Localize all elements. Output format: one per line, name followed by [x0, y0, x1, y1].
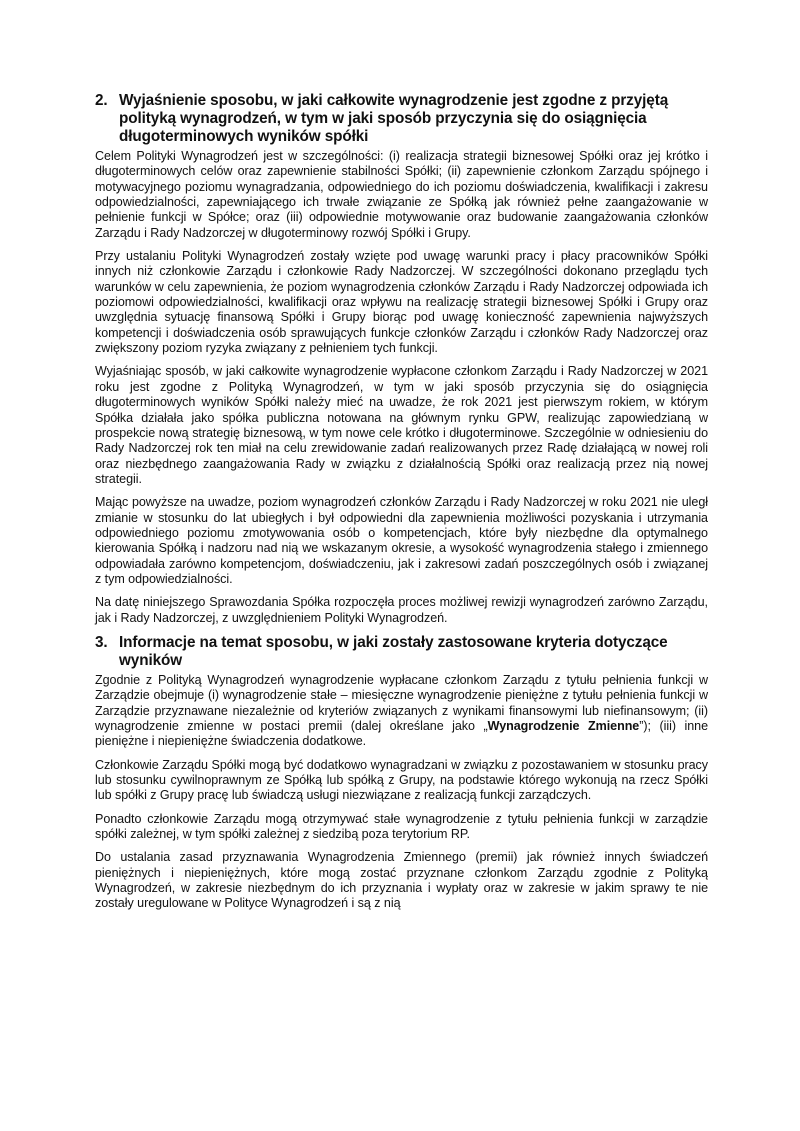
paragraph-text: Zgodnie z Polityką Wynagrodzeń wynagrodzenie wypłacane członkom Zarządu z tytułu pełnienia funkcji w Zarządzie obejmuje (i) wynagrodzenie stałe – miesięczne wynagrodzenie pieniężne z tytułu pełnienia funkcji w Zarządzie przyznawane niezależnie od kryteriów związanych z wynikami finansowymi lub niefinansowym; (ii) wynagrodzenie zmienne w postaci premii (dalej określane jako „ — [95, 672, 708, 733]
section-3-heading — [95, 634, 708, 670]
document-page — [95, 92, 708, 920]
section-2-paragraph: Mając powyższe na uwadze, poziom wynagrodzeń członków Zarządu i Rady Nadzorczej w roku 2021 nie uległ zmianie w stosunku do lat ubiegłych i był odpowiedni dla zapewnienia możliwości pozyskania i utrzymania odpowiedniego poziomu zmotywowania osób o kompetencjach, które były niezbędne dla optymalnego kierowania Spółką i nadzoru nad nią we wskazanym okresie, a wysokość wynagrodzenia stałego i zmiennego odpowiadała zarówno kompetencjom, doświadczeniu, jak i zakresowi zadań poszczególnych osób i związanej z tym odpowiedzialności. — [95, 495, 708, 586]
section-2-paragraph: Na datę niniejszego Sprawozdania Spółka rozpoczęła proces możliwej rewizji wynagrodzeń zarówno Zarządu, jak i Rady Nadzorczej, z uwzględnieniem Polityki Wynagrodzeń. — [95, 595, 708, 625]
section-3-number: 3. — [95, 633, 108, 651]
section-2-paragraph: Wyjaśniając sposób, w jaki całkowite wynagrodzenie wypłacone członkom Zarządu i Rady Nadzorczej w 2021 roku jest zgodne z Polityką Wynagrodzeń, w tym w jaki sposób przyczynia się do osiągnięcia długoterminowych wyników Spółki należy mieć na uwadze, że rok 2021 jest pierwszym rokiem, w którym Spółka działała jako spółka publiczna notowana na głównym rynku GPW, realizując zapowiedzianą w prospekcie nową strategię biznesową, w tym nowe cele krótko i długoterminowe. Szczególnie w odniesieniu do Rady Nadzorczej rok ten miał na celu zrewidowanie zadań realizowanych przez Radę działającą w nowej roli oraz niezbędnego zaangażowania Rady w związku z działalnością Spółki oraz realizacją przez nią nowej strategii. — [95, 364, 708, 486]
section-2-title: Wyjaśnienie sposobu, w jaki całkowite wynagrodzenie jest zgodne z przyjętą polityką wynagrodzeń, w tym w jaki sposób przyczynia się do osiągnięcia długoterminowych wyników spółki — [119, 92, 669, 145]
section-2-paragraph: Przy ustalaniu Polityki Wynagrodzeń zostały wzięte pod uwagę warunki pracy i płacy pracowników Spółki innych niż członkowie Zarządu i członkowie Rady Nadzorczej. W szczególności dokonano przeglądu tych warunków w celu zapewnienia, że poziom wynagrodzenia członków Zarządu i Rady Nadzorczej odpowiada ich poziomowi odpowiedzialności, kwalifikacji oraz wpływu na realizację strategii biznesowej Spółki i Grupy oraz uwzględnia sytuację finansową Spółki i Grupy biorąc pod uwagę konieczność zapewnienia najwyższych kompetencji i doświadczenia osób sprawujących funkcje członków Zarządu i członków Rady Nadzorczej oraz zwiększony poziom ryzyka związany z pełnieniem tych funkcji. — [95, 249, 708, 356]
paragraph-text: ”); (iii) inne pieniężne i niepieniężne świadczenia dodatkowe. — [95, 719, 708, 749]
section-2-heading — [95, 92, 708, 146]
section-3-paragraph: Ponadto członkowie Zarządu mogą otrzymywać stałe wynagrodzenie z tytułu pełnienia funkcji w zarządzie spółki zależnej, w tym spółki zależnej z siedzibą poza terytorium RP. — [95, 811, 708, 842]
defined-term: Wynagrodzenie Zmienne — [487, 719, 640, 733]
section-3-paragraph: Do ustalania zasad przyznawania Wynagrodzenia Zmiennego (premii) jak również innych świadczeń pieniężnych i niepieniężnych, które mogą zostać przyznane członkom Zarządu zgodnie z Polityką Wynagrodzeń, w zakresie niezbędnym do ich przyznania i wypłaty oraz w zakresie w jakim sprawy te nie zostały uregulowane w Polityce Wynagrodzeń i są z nią — [95, 850, 708, 911]
section-3-title: Informacje na temat sposobu, w jaki zostały zastosowane kryteria dotyczące wyników — [119, 633, 668, 669]
section-2-paragraph: Celem Polityki Wynagrodzeń jest w szczególności: (i) realizacja strategii biznesowej Spółki oraz jej krótko i długoterminowych celów oraz zapewnienie stabilności Spółki; (ii) zapewnienie członkom Zarządu spójnego i motywacyjnego poziomu wynagradzania, odpowiedniego do ich poziomu doświadczenia, kwalifikacji i zakresu odpowiedzialności, zapewniającego ich trwałe związanie ze Spółką jak również pełne zaangażowanie w pełnienie funkcji w Spółce; oraz (iii) odpowiednie motywowanie oraz budowanie zaangażowania członków Zarządu i Rady Nadzorczej w długoterminowy rozwój Spółki i Grupy. — [95, 149, 708, 240]
section-3-paragraph: Członkowie Zarządu Spółki mogą być dodatkowo wynagradzani w związku z pozostawaniem w stosunku pracy lub stosunku cywilnoprawnym ze Spółką lub spółką z Grupy, na podstawie którego wykonują na rzecz Spółki lub spółki z Grupy pracę lub świadczą usługi niezwiązane z realizacją funkcji zarządczych. — [95, 757, 708, 803]
section-3-paragraph — [95, 673, 708, 750]
section-2-number: 2. — [95, 92, 108, 109]
